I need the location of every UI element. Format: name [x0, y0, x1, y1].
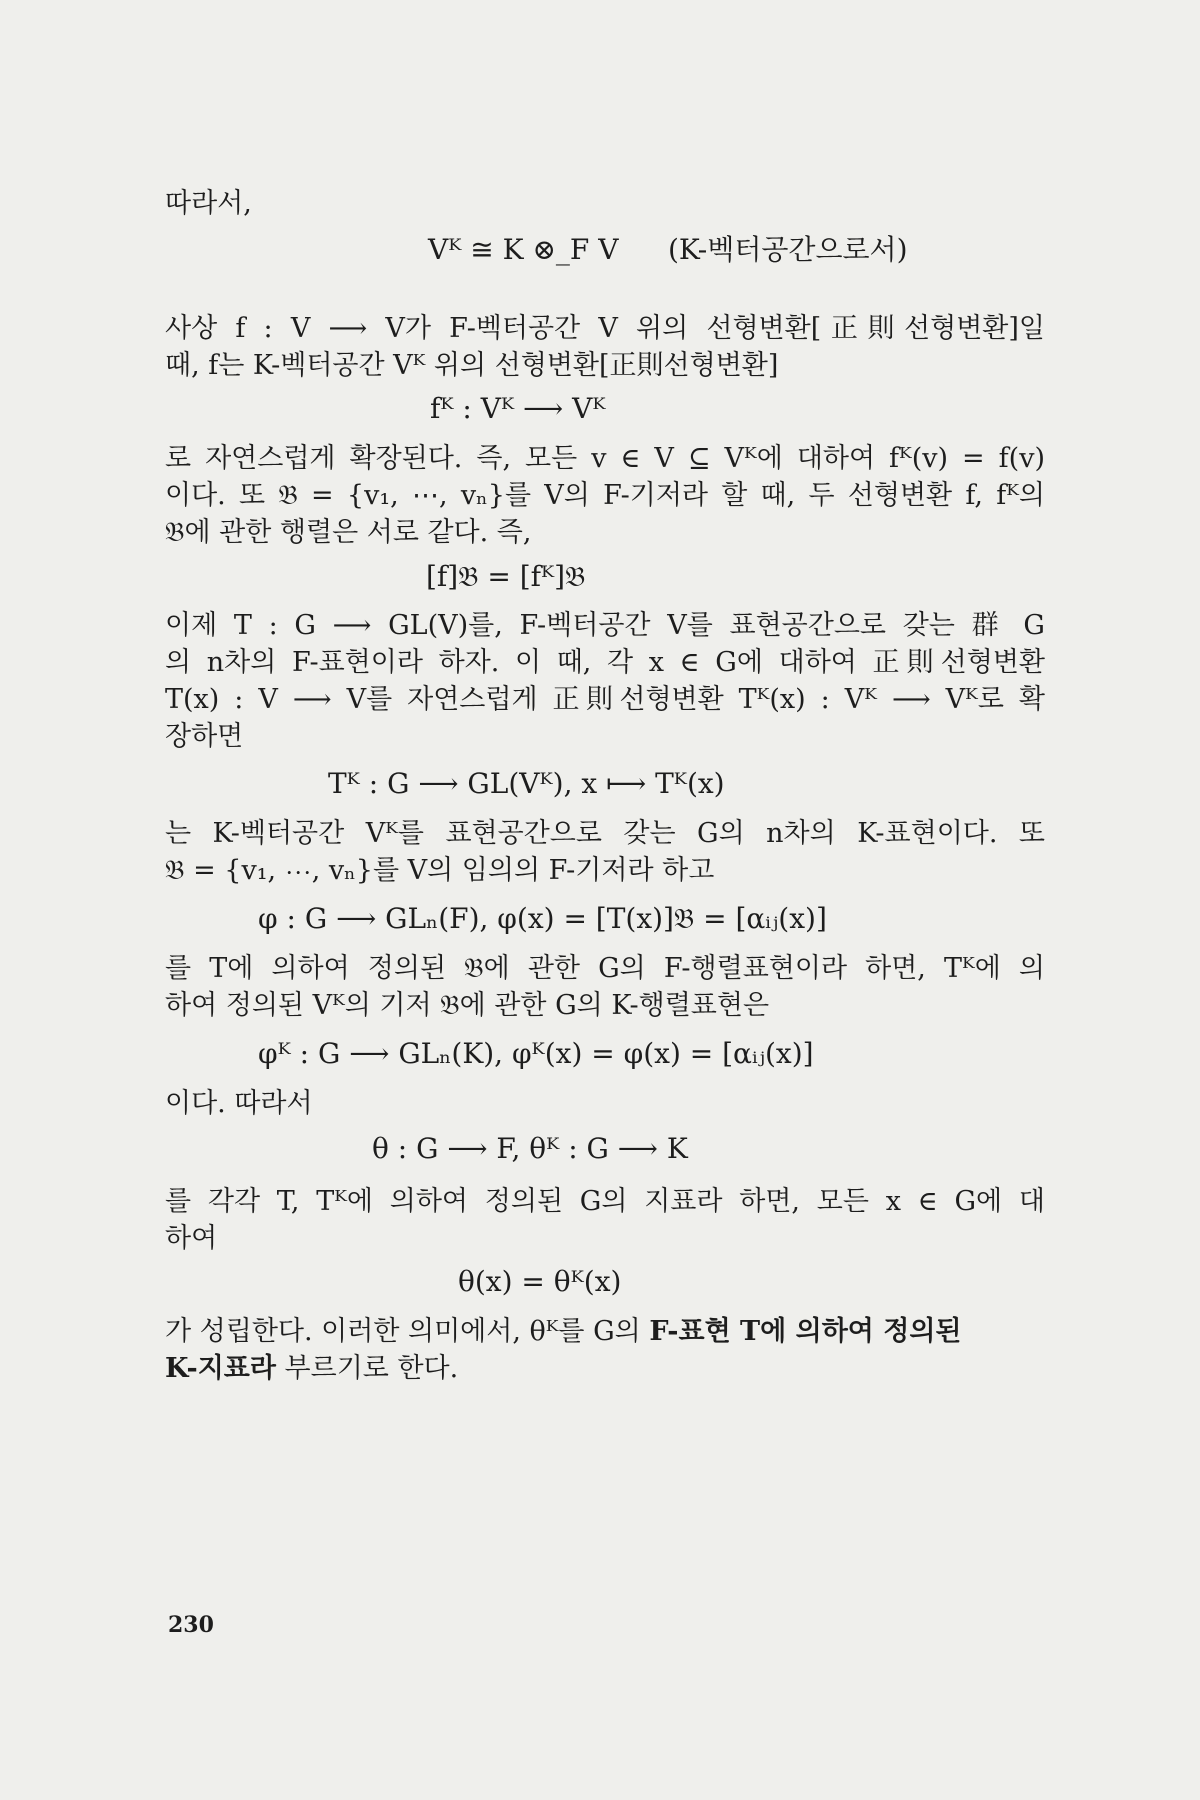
text-line-13: 장하면 — [165, 721, 244, 752]
equation-matrix-equal: [f]𝔅 = [fᴷ]𝔅 — [426, 560, 586, 593]
text-line-26-bold: F-표현 T에 의하여 정의된 — [649, 1316, 962, 1347]
text-line-06: 로 자연스럽게 확장된다. 즉, 모든 v ∈ V ⊆ Vᴷ에 대하여 fᴷ(v) = f(v) — [165, 443, 1045, 474]
text-line-03: 사상 f : V ⟶ V가 F-벡터공간 V 위의 선형변환[正則선형변환]일 — [165, 313, 1045, 344]
text-line-27-bold: K-지표라 — [165, 1353, 276, 1384]
text-line-04: 때, f는 K-벡터공간 Vᴷ 위의 선형변환[正則선형변환] — [165, 350, 779, 381]
equation-vk-tensor: Vᴷ ≅ K ⊗_F V — [428, 233, 619, 266]
equation-tk-map: Tᴷ : G ⟶ GL(Vᴷ), x ⟼ Tᴷ(x) — [328, 767, 725, 800]
page-number: 230 — [168, 1612, 214, 1638]
text-line-21: 이다. 따라서 — [165, 1088, 313, 1119]
text-line-19: 하여 정의된 Vᴷ의 기저 𝔅에 관한 G의 K-행렬표현은 — [165, 990, 770, 1021]
equation-theta: θ : G ⟶ F, θᴷ : G ⟶ K — [372, 1132, 688, 1165]
text-line-01: 따라서, — [165, 188, 252, 219]
text-line-08: 𝔅에 관한 행렬은 서로 같다. 즉, — [165, 517, 532, 548]
equation-phi-k: φᴷ : G ⟶ GLₙ(K), φᴷ(x) = φ(x) = [αᵢⱼ(x)] — [258, 1037, 814, 1070]
equation-fk: fᴷ : Vᴷ ⟶ Vᴷ — [430, 392, 606, 425]
text-line-10: 이제 T : G ⟶ GL(V)를, F-벡터공간 V를 표현공간으로 갖는 群 G — [165, 610, 1045, 641]
text-line-24: 하여 — [165, 1223, 218, 1254]
text-line-11: 의 n차의 F-표현이라 하자. 이 때, 각 x ∈ G에 대하여 正則선형변환 — [165, 647, 1045, 678]
text-line-12: T(x) : V ⟶ V를 자연스럽게 正則선형변환 Tᴷ(x) : Vᴷ ⟶ Vᴷ로 확 — [165, 684, 1045, 715]
equation-theta-equal: θ(x) = θᴷ(x) — [458, 1265, 622, 1298]
text-line-16: 𝔅 = {v₁, ⋯, vₙ}를 V의 임의의 F-기저라 하고 — [165, 855, 715, 886]
text-line-27-regular: 부르기로 한다. — [275, 1353, 459, 1384]
text-line-26 — [165, 1318, 1045, 1345]
text-line-07: 이다. 또 𝔅 = {v₁, ⋯, vₙ}를 V의 F-기저라 할 때, 두 선형변환 f, fᴷ의 — [165, 480, 1045, 511]
text-line-23: 를 각각 T, Tᴷ에 의하여 정의된 G의 지표라 하면, 모든 x ∈ G에 대 — [165, 1186, 1045, 1217]
text-line-27 — [165, 1355, 1045, 1382]
equation-note: (K-벡터공간으로서) — [668, 233, 908, 266]
text-line-15: 는 K-벡터공간 Vᴷ를 표현공간으로 갖는 G의 n차의 K-표현이다. 또 — [165, 818, 1045, 849]
text-line-18: 를 T에 의하여 정의된 𝔅에 관한 G의 F-행렬표현이라 하면, Tᴷ에 의 — [165, 953, 1045, 984]
equation-phi: φ : G ⟶ GLₙ(F), φ(x) = [T(x)]𝔅 = [αᵢⱼ(x)] — [258, 902, 827, 935]
text-line-26-regular: 가 성립한다. 이러한 의미에서, θᴷ를 G의 — [165, 1316, 650, 1347]
